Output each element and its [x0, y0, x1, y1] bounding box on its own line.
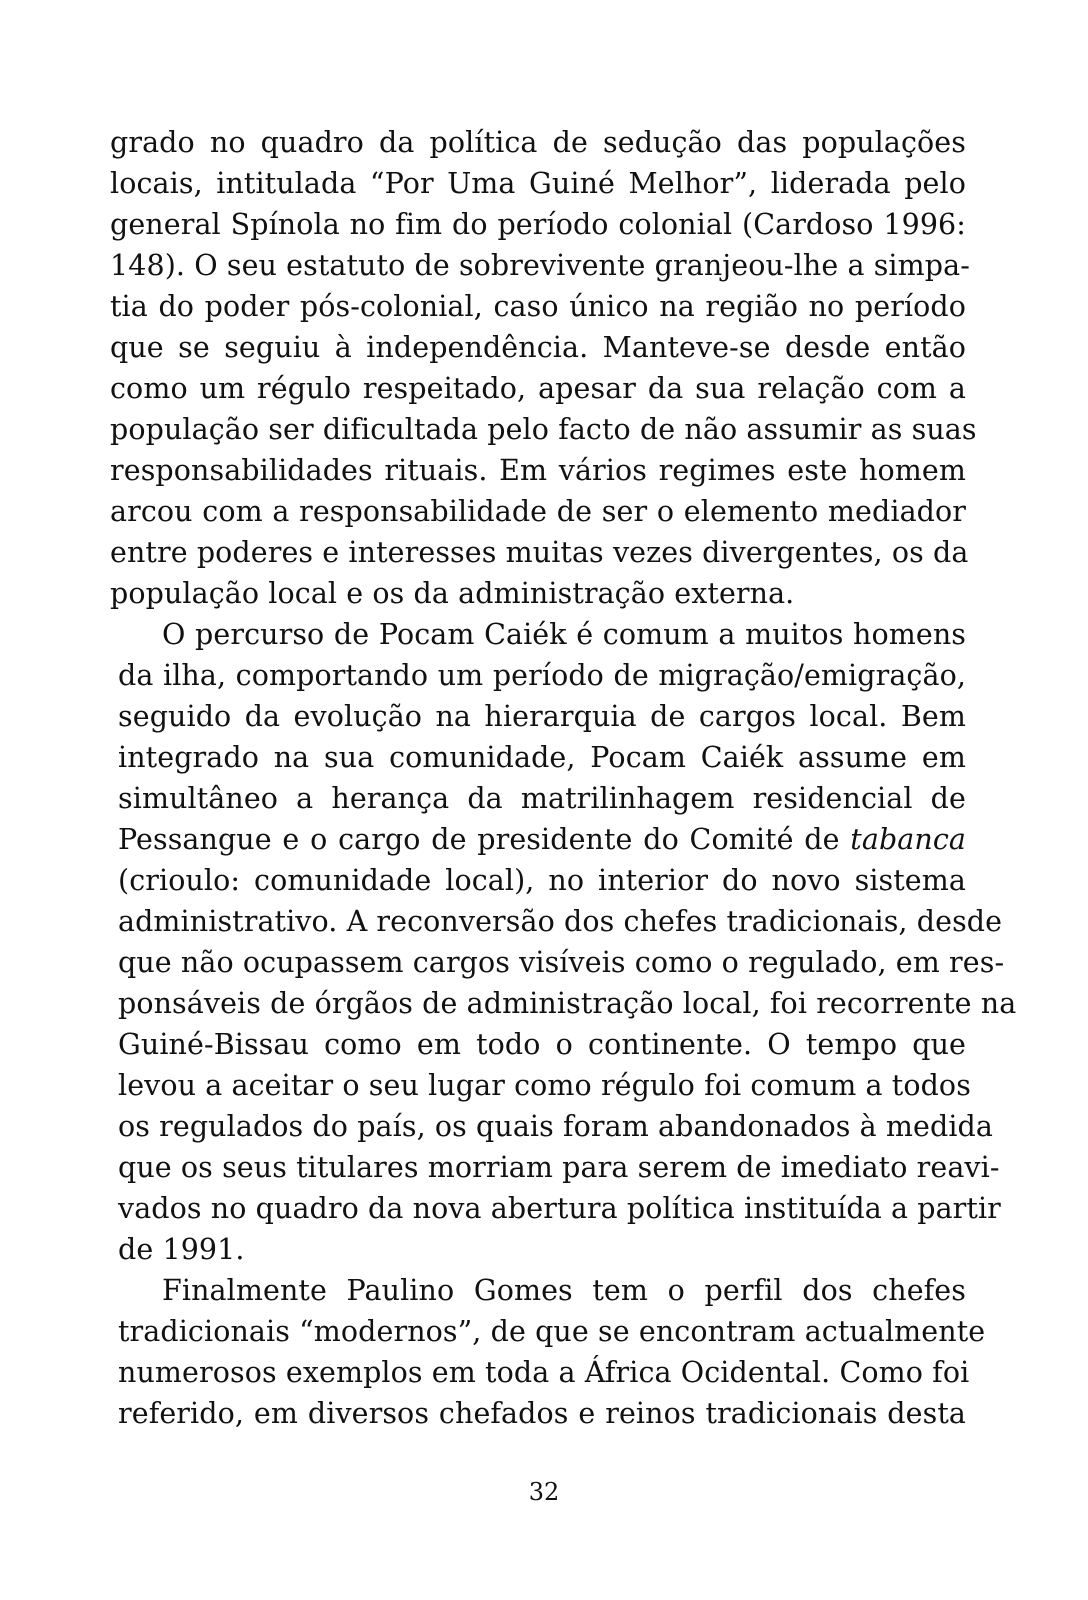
text-line: que não ocupassem cargos visíveis como o regulado, em res- — [118, 946, 1005, 979]
text-line: entre poderes e interesses muitas vezes divergentes, os da — [110, 536, 969, 569]
text-line: de 1991. — [118, 1233, 245, 1266]
text-line: população local e os da administração externa. — [110, 577, 795, 610]
text-line: responsabilidades rituais. Em vários regimes este homem — [110, 454, 966, 487]
text-line: população ser dificultada pelo facto de não assumir as suas — [110, 413, 977, 446]
page-number: 32 — [528, 1478, 560, 1506]
text-segment: Pessangue e o cargo de presidente do Comité de — [118, 823, 840, 856]
text-line: como um régulo respeitado, apesar da sua relação com a — [110, 372, 966, 405]
text-line: (crioulo: comunidade local), no interior do novo sistema — [118, 864, 966, 897]
text-line: locais, intitulada “Por Uma Guiné Melhor”, liderada pelo — [110, 167, 966, 200]
text-line: arcou com a responsabilidade de ser o elemento mediador — [110, 495, 966, 528]
text-line: grado no quadro da política de sedução das populações — [110, 126, 966, 159]
text-line: 148). O seu estatuto de sobrevivente granjeou-lhe a simpa- — [110, 249, 970, 282]
paragraph-start-line: Finalmente Paulino Gomes tem o perfil dos chefes — [162, 1274, 966, 1307]
text-line: administrativo. A reconversão dos chefes tradicionais, desde — [118, 905, 1003, 938]
text-line: vados no quadro da nova abertura política instituída a partir — [118, 1192, 1001, 1225]
text-line: os regulados do país, os quais foram abandonados à medida — [118, 1110, 993, 1143]
text-line: tia do poder pós-colonial, caso único na região no período — [110, 290, 966, 323]
text-line: que os seus titulares morriam para serem de imediato reavi- — [118, 1151, 1000, 1184]
text-line: seguido da evolução na hierarquia de cargos local. Bem — [118, 700, 966, 733]
text-line: levou a aceitar o seu lugar como régulo foi comum a todos — [118, 1069, 971, 1102]
text-line: tradicionais “modernos”, de que se encontram actualmente — [118, 1315, 986, 1348]
text-line: da ilha, comportando um período de migração/emigração, — [118, 659, 966, 692]
text-line: integrado na sua comunidade, Pocam Caiék assume em — [118, 741, 966, 774]
text-line-with-italic — [118, 819, 966, 860]
text-line: simultâneo a herança da matrilinhagem residencial de — [118, 782, 966, 815]
text-line: general Spínola no fim do período colonial (Cardoso 1996: — [110, 208, 966, 241]
body-text — [110, 122, 1017, 1434]
text-line: Guiné-Bissau como em todo o continente. O tempo que — [118, 1028, 966, 1061]
text-line: ponsáveis de órgãos de administração local, foi recorrente na — [118, 987, 1017, 1020]
text-line: que se seguiu à independência. Manteve-se desde então — [110, 331, 966, 364]
text-line: referido, em diversos chefados e reinos tradicionais desta — [118, 1397, 966, 1430]
italic-term: tabanca — [850, 823, 966, 856]
paragraph-start-line: O percurso de Pocam Caiék é comum a muitos homens — [162, 618, 966, 651]
text-line: numerosos exemplos em toda a África Ocidental. Como foi — [118, 1356, 970, 1389]
